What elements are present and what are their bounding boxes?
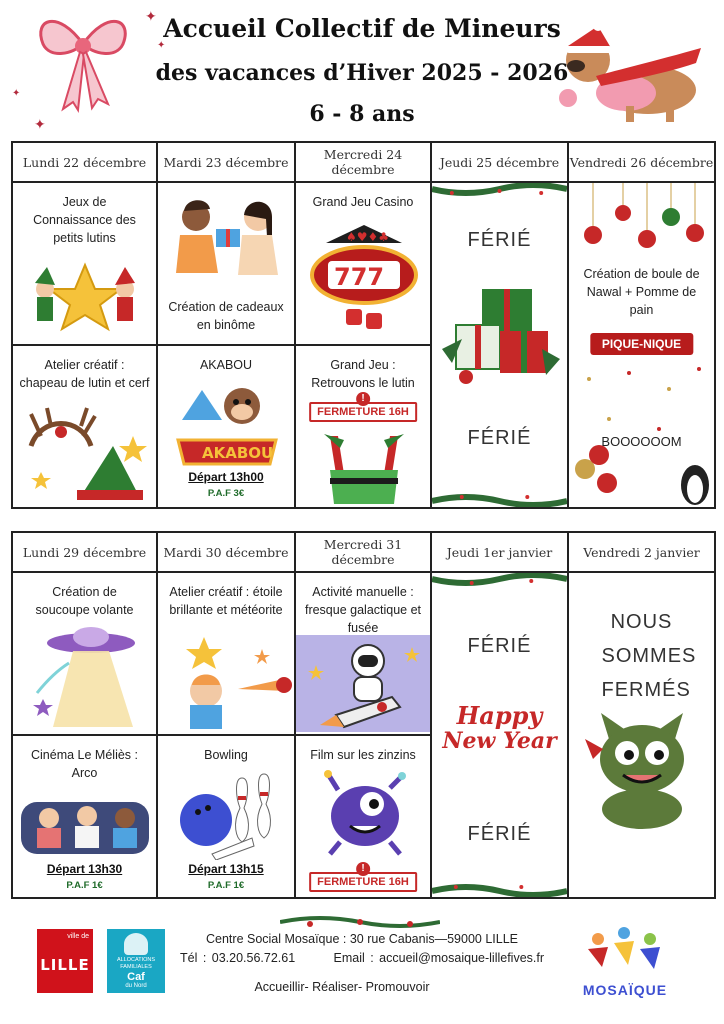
day-header-thu: Jeudi 1er janvier <box>431 532 568 572</box>
activity-cell <box>158 346 294 505</box>
green-cat-illustration <box>579 709 705 829</box>
flying-saucer-illustration <box>33 623 139 729</box>
holiday-cell <box>432 183 567 507</box>
holiday-label: FÉRIÉ <box>467 229 532 251</box>
participation-fee: P.A.F 3€ <box>207 488 245 499</box>
zinzin-monster-illustration <box>320 770 410 856</box>
closing-notice <box>309 863 417 892</box>
caf-logo-line2: Caf <box>127 971 145 983</box>
day-header-mon: Lundi 29 décembre <box>12 532 157 572</box>
svg-text:777: 777 <box>334 263 385 291</box>
pine-garland-illustration <box>432 881 567 897</box>
akabou-monkey-illustration <box>172 380 282 468</box>
casino-slot-illustration <box>306 223 422 337</box>
age-range: 6 - 8 ans <box>309 101 415 127</box>
closing-label: FERMETURE 16H <box>317 876 409 888</box>
sparkle-icon: ✦ <box>34 116 46 132</box>
pine-garland-illustration <box>432 573 567 589</box>
activity-cell <box>13 346 156 505</box>
activity-label: Activité manuelle : fresque galactique et fusée <box>304 585 422 635</box>
footer-motto: Accueillir- Réaliser- Promouvoir <box>254 980 430 994</box>
caf-logo-line1: ALLOCATIONS FAMILIALES <box>116 957 156 970</box>
holiday-label: FÉRIÉ <box>467 427 532 449</box>
activity-label: Création de soucoupe volante <box>35 585 134 617</box>
page-subtitle: des vacances d’Hiver 2025 - 2026 <box>155 60 569 86</box>
day-header-wed: Mercredi 24 décembre <box>295 142 431 182</box>
activity-cell <box>296 346 430 505</box>
new-year-label: New Year <box>442 728 557 754</box>
holiday-label: FÉRIÉ <box>467 635 532 657</box>
sparkle-icon: ✦ <box>12 88 21 99</box>
closed-label: NOUS SOMMES FERMÉS <box>601 611 697 701</box>
activity-cell <box>296 183 430 342</box>
activity-cell <box>158 573 294 732</box>
activity-label: Atelier créatif : chapeau de lutin et cerf <box>19 358 150 390</box>
pine-garland-illustration <box>280 912 440 932</box>
activity-cell <box>13 736 156 895</box>
day-header-mon: Lundi 22 décembre <box>12 142 157 182</box>
day-header-wed: Mercredi 31 décembre <box>295 532 431 572</box>
activity-label: Cinéma Le Méliès : Arco <box>31 748 138 780</box>
week2-calendar <box>11 531 716 899</box>
cinema-kids-illustration <box>17 794 153 858</box>
page-title: Accueil Collectif de Mineurs <box>163 14 561 43</box>
elf-legs-illustration <box>324 434 404 504</box>
alert-icon: ! <box>356 862 370 876</box>
star-meteor-illustration <box>172 635 292 729</box>
mosaique-logo-text: MOSAÏQUE <box>582 982 668 998</box>
departure-time: Départ 13h00 <box>188 470 264 484</box>
activity-label: Grand Jeu Casino <box>312 195 414 209</box>
holiday-cell <box>432 573 567 897</box>
footer-email[interactable]: Email : accueil@mosaique-lillefives.fr <box>333 951 545 965</box>
christmas-gifts-illustration <box>442 279 562 389</box>
boom-label: BOOOOOOM <box>601 434 682 449</box>
participation-fee: P.A.F 1€ <box>66 880 103 891</box>
activity-cell <box>158 183 294 342</box>
picnic-banner: PIQUE-NIQUE <box>590 333 693 355</box>
footer-address: Centre Social Mosaïque : 30 rue Cabanis—59000 LILLE <box>206 932 518 946</box>
akabou-sign-label: AKABOU <box>202 444 274 462</box>
happy-new-year-illustration <box>432 703 567 753</box>
holiday-label: FÉRIÉ <box>467 823 532 845</box>
astronaut-rocket-illustration <box>296 635 431 732</box>
activity-cell <box>296 573 430 732</box>
activity-label: Grand Jeu : Retrouvons le lutin <box>311 358 415 390</box>
lille-logo-name: LILLE <box>40 956 90 974</box>
closing-notice <box>309 393 417 422</box>
bowling-illustration <box>172 768 284 860</box>
kids-gift-illustration <box>172 195 282 287</box>
activity-label: AKABOU <box>199 358 253 372</box>
departure-time: Départ 13h15 <box>188 862 264 876</box>
mosaique-logo <box>580 925 670 1000</box>
activity-cell <box>158 736 294 895</box>
dancing-figures-icon <box>580 925 670 977</box>
friday-cell <box>569 183 714 507</box>
elf-hat-antlers-illustration <box>21 406 147 502</box>
week1-calendar <box>11 141 716 509</box>
closed-cell <box>569 573 714 897</box>
pine-garland-illustration <box>432 491 567 507</box>
day-header-fri: Vendredi 2 janvier <box>568 532 715 572</box>
svg-text:♠♥♦♣: ♠♥♦♣ <box>346 230 390 244</box>
departure-time: Départ 13h30 <box>46 862 123 876</box>
closing-label: FERMETURE 16H <box>317 406 409 418</box>
activity-cell <box>13 573 156 732</box>
day-header-thu: Jeudi 25 décembre <box>431 142 568 182</box>
sparkle-icon: ✦ <box>145 8 157 24</box>
activity-label: Film sur les zinzins <box>310 748 416 762</box>
pine-garland-illustration <box>432 183 567 199</box>
alert-icon: ! <box>356 392 370 406</box>
caf-logo-line3: du Nord <box>125 983 147 989</box>
sparkle-icon: ✦ <box>157 40 166 51</box>
activity-cell <box>13 183 156 342</box>
activity-cell <box>296 736 430 895</box>
participation-fee: P.A.F 1€ <box>207 880 245 891</box>
lille-logo-text: ville de <box>67 933 89 940</box>
activity-label: Jeux de Connaissance des petits lutins <box>33 195 136 245</box>
activity-label: Création de boule de Nawal + Pomme de pain <box>583 267 700 317</box>
happy-label: Happy <box>456 701 543 730</box>
ornaments-illustration <box>579 183 705 255</box>
footer-phone: Tél : 03.20.56.72.61 <box>179 951 296 965</box>
day-header-tue: Mardi 30 décembre <box>157 532 295 572</box>
day-header-fri: Vendredi 26 décembre <box>568 142 715 182</box>
activity-label: Bowling <box>204 748 248 762</box>
activity-label: Création de cadeaux en binôme <box>168 300 284 332</box>
elves-star-illustration <box>25 259 145 335</box>
day-header-tue: Mardi 23 décembre <box>157 142 295 182</box>
activity-label: Atelier créatif : étoile brillante et météorite <box>169 585 283 617</box>
